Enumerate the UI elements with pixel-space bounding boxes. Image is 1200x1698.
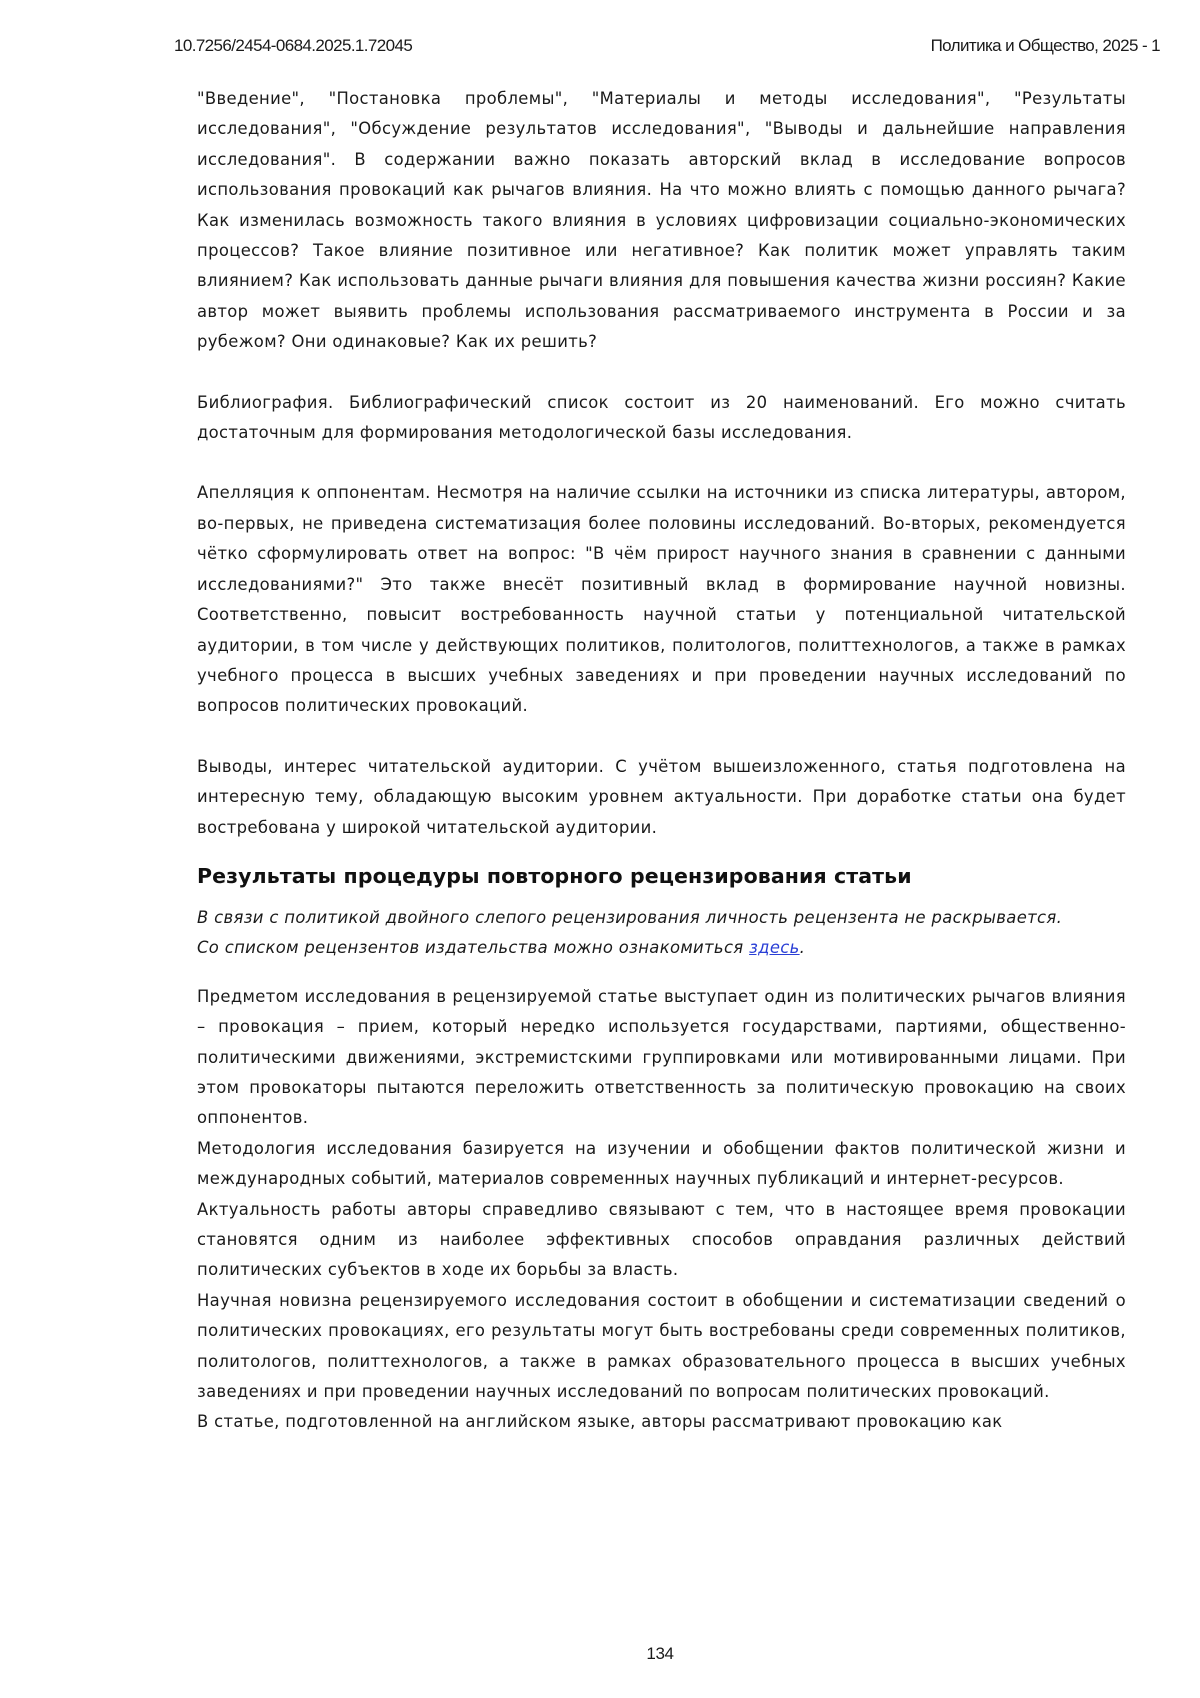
reviewers-list-link[interactable]: здесь: [749, 938, 800, 957]
review-last-paragraph: В статье, подготовленной на английском языке, авторы рассматривают провокацию как: [197, 1407, 1126, 1437]
review-relevance-paragraph: Актуальность работы авторы справедливо связывают с тем, что в настоящее время провокации становятся одним из наиболее эффективных способов оправдания различных действий политических субъектов в ходе их борьбы за власть.: [197, 1195, 1126, 1286]
review-methodology-paragraph: Методология исследования базируется на изучении и обобщении фактов политической жизни и международных событий, материалов современных научных публикаций и интернет-ресурсов.: [197, 1134, 1126, 1195]
review-conclusions-paragraph: Выводы, интерес читательской аудитории. С учётом вышеизложенного, статья подготовлена на интересную тему, обладающую высоким уровнем актуальности. При доработке статьи она будет востребована у широкой читательской аудитории.: [197, 752, 1126, 843]
reviewer-list-note-text: Со списком рецензентов издательства можно ознакомиться: [197, 938, 749, 957]
journal-title: Политика и Общество, 2025 - 1: [931, 36, 1160, 56]
reviewer-anonymity-note: В связи с политикой двойного слепого рецензирования личность рецензента не раскрывается.: [197, 903, 1126, 933]
doi-label: 10.7256/2454-0684.2025.1.72045: [174, 36, 412, 56]
page-number: 134: [0, 1644, 1200, 1664]
article-body: [197, 84, 1126, 1438]
review-structure-paragraph: "Введение", "Постановка проблемы", "Материалы и методы исследования", "Результаты исследования", "Обсуждение результатов исследования", "Выводы и дальнейшие направления исследования". В содержании важно показать авторский вклад в исследование вопросов использования провокаций как рычагов влияния. На что можно влиять с помощью данного рычага? Как изменилась возможность такого влияния в условиях цифровизации социально-экономических процессов? Такое влияние позитивное или негативное? Как политик может управлять таким влиянием? Как использовать данные рычаги влияния для повышения качества жизни россиян? Какие автор может выявить проблемы использования рассматриваемого инструмента в России и за рубежом? Они одинаковые? Как их решить?: [197, 84, 1126, 358]
reviewer-note: [197, 903, 1126, 964]
running-header: [174, 36, 1160, 60]
review-appeal-paragraph: Апелляция к оппонентам. Несмотря на наличие ссылки на источники из списка литературы, автором, во-первых, не приведена систематизация более половины исследований. Во-вторых, рекомендуется чётко сформулировать ответ на вопрос: "В чём прирост научного знания в сравнении с данными исследованиями?" Это также внесёт позитивный вклад в формирование научной новизны. Соответственно, повысит востребованность научной статьи у потенциальной читательской аудитории, в том числе у действующих политиков, политологов, политтехнологов, а также в рамках учебного процесса в высших учебных заведениях и при проведении научных исследований по вопросов политических провокаций.: [197, 478, 1126, 721]
review-novelty-paragraph: Научная новизна рецензируемого исследования состоит в обобщении и систематизации сведений о политических провокациях, его результаты могут быть востребованы среди современных политиков, политологов, политтехнологов, а также в рамках образовательного процесса в высших учебных заведениях и при проведении научных исследований по вопросам политических провокаций.: [197, 1286, 1126, 1408]
review-subject-paragraph: Предметом исследования в рецензируемой статье выступает один из политических рычагов влияния – провокация – прием, который нередко используется государствами, партиями, общественно-политическими движениями, экстремистскими группировками или мотивированными лицами. При этом провокаторы пытаются переложить ответственность за политическую провокацию на своих оппонентов.: [197, 982, 1126, 1134]
reviewer-list-note-end: .: [800, 938, 806, 957]
section-heading: Результаты процедуры повторного рецензирования статьи: [197, 861, 1126, 891]
review-bibliography-paragraph: Библиография. Библиографический список состоит из 20 наименований. Его можно считать достаточным для формирования методологической базы исследования.: [197, 388, 1126, 449]
reviewer-list-note: [197, 933, 1126, 963]
